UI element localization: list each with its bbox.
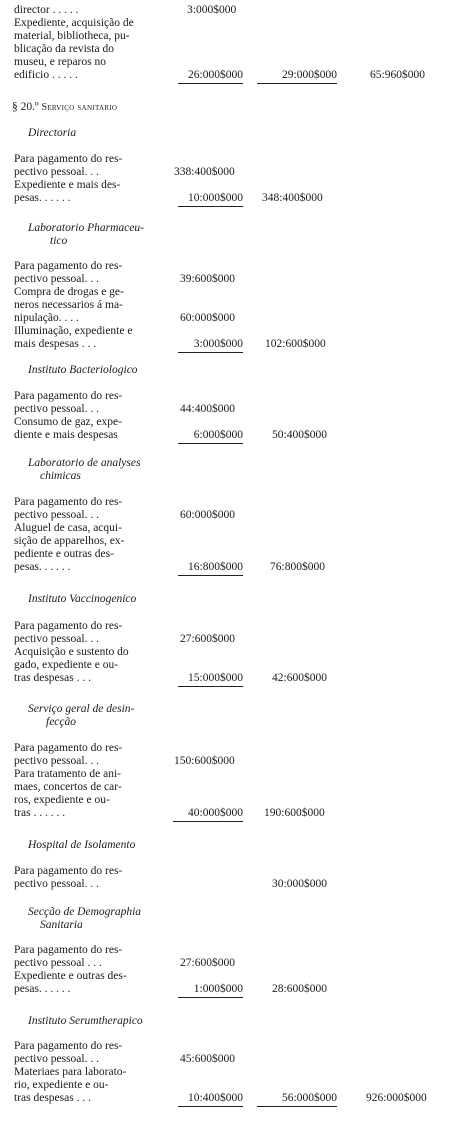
amount-total: 190:600$000 bbox=[264, 807, 325, 819]
text-line: Para pagamento do res- bbox=[14, 742, 123, 754]
amount-subtotal: 10:000$000 bbox=[178, 192, 243, 207]
amount-subtotal: 15:000$000 bbox=[178, 672, 243, 687]
text-line: Para pagamento do res- bbox=[14, 620, 123, 632]
text-line: pectivo pessoal . . . bbox=[14, 957, 102, 969]
text-line: mais despesas . . . bbox=[14, 338, 97, 350]
text-line: maes, concertos de car- bbox=[14, 781, 122, 793]
amount-total: 76:800$000 bbox=[270, 561, 325, 573]
amount-total: 29:000$000 bbox=[257, 69, 337, 84]
text-line: pesas. . . . . . bbox=[14, 983, 71, 995]
amount-subtotal: 6:000$000 bbox=[178, 429, 243, 444]
text-line: neros necessarios á ma- bbox=[14, 299, 123, 311]
text-line: pesas. . . . . . bbox=[14, 192, 71, 204]
text-line: Para tratamento de ani- bbox=[14, 768, 121, 780]
amount: 60:000$000 bbox=[180, 312, 235, 324]
subsection-heading: chimicas bbox=[40, 470, 81, 482]
text-line: Para pagamento do res- bbox=[14, 944, 123, 956]
text-line: pectivo pessoal. . . bbox=[14, 403, 99, 415]
amount-grand: 65:960$000 bbox=[370, 69, 425, 81]
text-line: tras despesas . . . bbox=[14, 1092, 91, 1104]
text-line: pectivo pessoal. . . bbox=[14, 273, 99, 285]
amount-total: 102:600$000 bbox=[265, 338, 326, 350]
subsection-heading: Hospital de Isolamento bbox=[28, 839, 136, 851]
amount-subtotal: 26:000$000 bbox=[178, 69, 243, 84]
amount: 60:000$000 bbox=[180, 509, 235, 521]
text-line: material, bibliotheca, pu- bbox=[14, 30, 130, 42]
text-line: Acquisição e sustento do bbox=[14, 646, 129, 658]
subsection-heading: Secção de Demographia bbox=[28, 906, 142, 918]
text-line: sição de apparelhos, ex- bbox=[14, 535, 125, 547]
subsection-heading: Laboratorio Pharmaceu- bbox=[28, 222, 144, 234]
amount-subtotal: 10:400$000 bbox=[178, 1092, 243, 1107]
amount-subtotal: 40:000$000 bbox=[173, 807, 243, 822]
subsection-heading: Directoria bbox=[28, 127, 77, 139]
amount-total: 50:400$000 bbox=[272, 429, 327, 441]
text-line: tras despesas . . . bbox=[14, 672, 91, 684]
text-line: Compra de drogas e ge- bbox=[14, 286, 124, 298]
text-line: Para pagamento do res- bbox=[14, 390, 123, 402]
text-line: pediente e outras des- bbox=[14, 548, 114, 560]
amount-subtotal: 3:000$000 bbox=[178, 338, 243, 353]
amount: 27:600$000 bbox=[180, 633, 235, 645]
text-line: Materiaes para laborato- bbox=[14, 1066, 127, 1078]
subsection-heading: Instituto Bacteriologico bbox=[28, 364, 138, 376]
subsection-heading: fecção bbox=[46, 716, 77, 728]
amount: 338:400$000 bbox=[174, 166, 235, 178]
text-line: Para pagamento do res- bbox=[14, 496, 123, 508]
text-line: pectivo pessoal. . . bbox=[14, 166, 99, 178]
text-line: Expediente e mais des- bbox=[14, 179, 121, 191]
subsection-heading: tico bbox=[50, 235, 68, 247]
amount-total: 56:000$000 bbox=[257, 1092, 337, 1107]
text-line: Consumo de gaz, expe- bbox=[14, 416, 122, 428]
text-line: Expediente e outras des- bbox=[14, 970, 127, 982]
amount-total: 30:000$000 bbox=[272, 878, 327, 890]
section-number: § 20.º bbox=[12, 101, 39, 113]
text-line: Para pagamento do res- bbox=[14, 153, 123, 165]
text-line: museu, e reparos no bbox=[14, 56, 106, 68]
amount-subtotal: 16:800$000 bbox=[178, 561, 243, 576]
text-line: gado, expediente e ou- bbox=[14, 659, 119, 671]
text-line: pectivo pessoal. . . bbox=[14, 1053, 99, 1065]
text-line: pectivo pessoal. . . bbox=[14, 633, 99, 645]
text-line: Illuminação, expediente e bbox=[14, 325, 133, 337]
amount-total: 348:400$000 bbox=[262, 192, 323, 204]
amount: 39:600$000 bbox=[180, 273, 235, 285]
text-line: tras . . . . . . bbox=[14, 807, 66, 819]
section-header bbox=[12, 101, 117, 114]
text-line: director . . . . . bbox=[14, 4, 79, 16]
text-line: Para pagamento do res- bbox=[14, 260, 123, 272]
subsection-heading: Serviço geral de desin- bbox=[28, 703, 135, 715]
amount: 3:000$000 bbox=[187, 4, 237, 16]
amount: 27:600$000 bbox=[180, 957, 235, 969]
subsection-heading: Instituto Serumtherapico bbox=[28, 1015, 143, 1027]
text-line: pesas. . . . . . bbox=[14, 561, 71, 573]
text-line: Para pagamento do res- bbox=[14, 865, 123, 877]
amount: 44:400$000 bbox=[180, 403, 235, 415]
text-line: edificio . . . . . bbox=[14, 69, 78, 81]
amount-grand: 926:000$000 bbox=[366, 1092, 427, 1104]
amount: 45:600$000 bbox=[180, 1053, 235, 1065]
text-line: ros, expediente e ou- bbox=[14, 794, 110, 806]
section-title: Serviço sanitario bbox=[41, 102, 118, 113]
amount: 150:600$000 bbox=[174, 755, 235, 767]
text-line: blicação da revista do bbox=[14, 43, 114, 55]
amount-total: 42:600$000 bbox=[272, 672, 327, 684]
text-line: pectivo pessoal. . . bbox=[14, 509, 99, 521]
text-line: Expediente, acquisição de bbox=[14, 17, 134, 29]
text-line: Para pagamento do res- bbox=[14, 1040, 123, 1052]
amount-total: 28:600$000 bbox=[272, 983, 327, 995]
text-line: rio, expediente e ou- bbox=[14, 1079, 109, 1091]
text-line: pectivo pessoal. . . bbox=[14, 878, 99, 890]
amount-subtotal: 1:000$000 bbox=[178, 983, 243, 998]
text-line: nipulação. . . . bbox=[14, 312, 79, 324]
text-line: pectivo pessoal. . . bbox=[14, 755, 99, 767]
subsection-heading: Laboratorio de analyses bbox=[28, 457, 141, 469]
text-line: Aluguel de casa, acqui- bbox=[14, 522, 122, 534]
text-line: diente e mais despesas bbox=[14, 429, 118, 441]
subsection-heading: Sanitaria bbox=[40, 919, 83, 931]
subsection-heading: Instituto Vaccinogenico bbox=[28, 593, 137, 605]
